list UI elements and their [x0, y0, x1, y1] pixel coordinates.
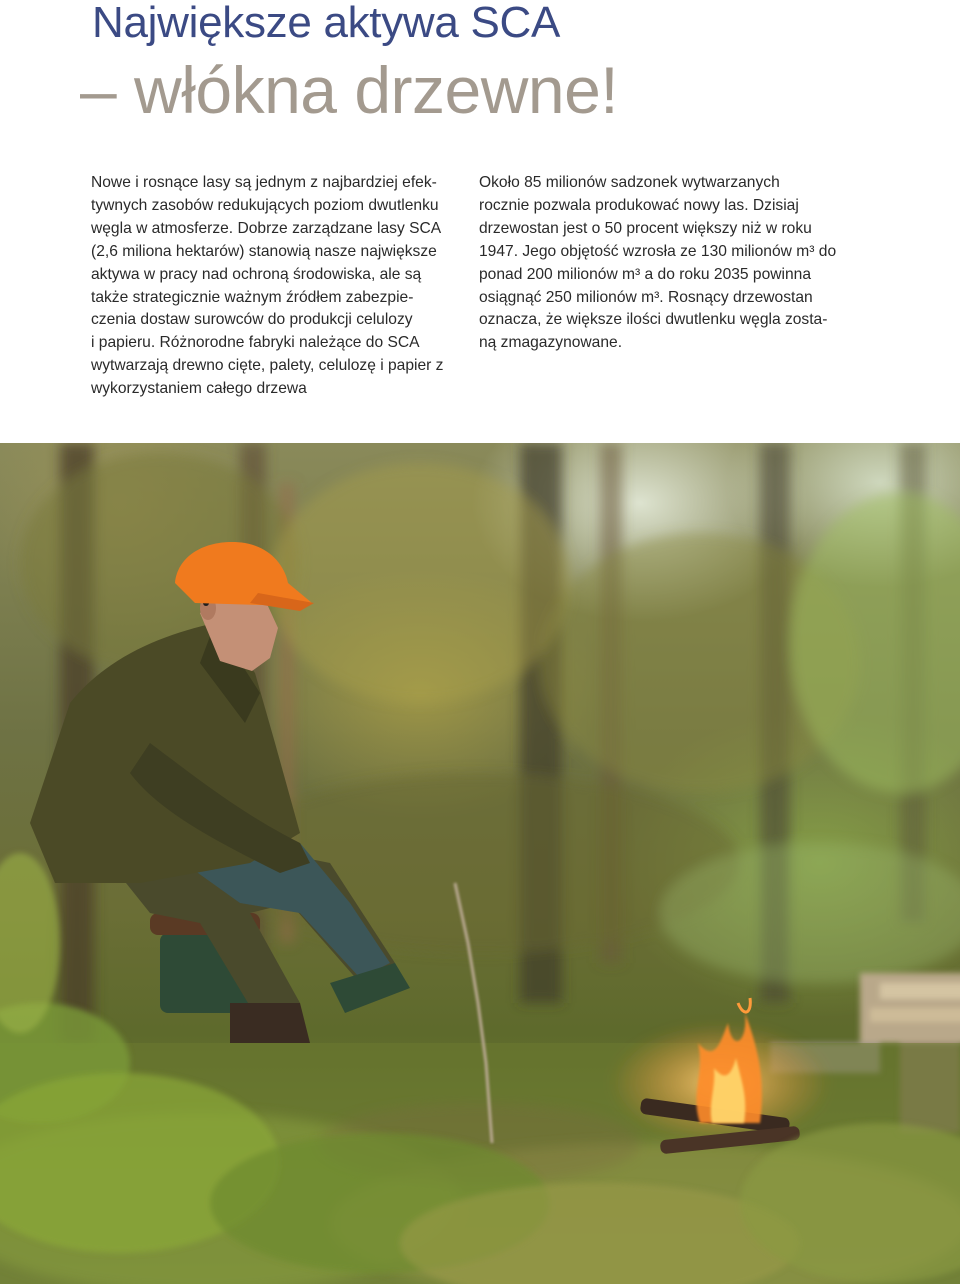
paragraph-line: rocznie pozwala produkować nowy las. Dzisiaj	[479, 196, 799, 214]
paragraph-line: węgla w atmosferze. Dobrze zarządzane lasy SCA	[91, 219, 442, 237]
right-column	[479, 172, 849, 355]
title-line-2: – włókna drzewne!	[80, 53, 619, 127]
paragraph-line: wytwarzają drewno cięte, palety, celulozę i papier z	[91, 357, 444, 375]
paragraph-line: Około 85 milionów sadzonek wytwarzanych	[479, 174, 780, 191]
paragraph-line: ponad 200 milionów m³ a do roku 2035 powinna	[479, 265, 812, 283]
forest-photo	[0, 443, 960, 1284]
paragraph-line: aktywa w pracy nad ochroną środowiska, ale są	[91, 265, 422, 283]
paragraph-line: tywnych zasobów redukujących poziom dwutlenku	[91, 196, 439, 214]
paragraph-line: Nowe i rosnące lasy są jednym z najbardziej efek-	[91, 174, 437, 191]
paragraph-line: oznacza, że większe ilości dwutlenku węgla zosta-	[479, 311, 828, 329]
paragraph-line: (2,6 miliona hektarów) stanowią nasze największe	[91, 242, 437, 260]
paragraph-line: drzewostan jest o 50 procent większy niż w roku	[479, 219, 812, 237]
paragraph-line: wykorzystaniem całego drzewa	[91, 380, 307, 398]
paragraph-line: osiągnąć 250 milionów m³. Rosnący drzewostan	[479, 288, 813, 306]
paragraph-line: ną zmagazynowane.	[479, 334, 623, 352]
paragraph-line: czenia dostaw surowców do produkcji celulozy	[91, 311, 413, 329]
title-line-1: Największe aktywa SCA	[92, 0, 561, 47]
left-column	[91, 172, 463, 401]
forest-campfire-photo-icon	[0, 443, 960, 1284]
paragraph-line: 1947. Jego objętość wzrosła ze 130 milionów m³ do	[479, 242, 837, 260]
paragraph-line: także strategicznie ważnym źródłem zabezpie-	[91, 288, 414, 306]
paragraph-line: i papieru. Różnorodne fabryki należące do SCA	[91, 334, 420, 352]
